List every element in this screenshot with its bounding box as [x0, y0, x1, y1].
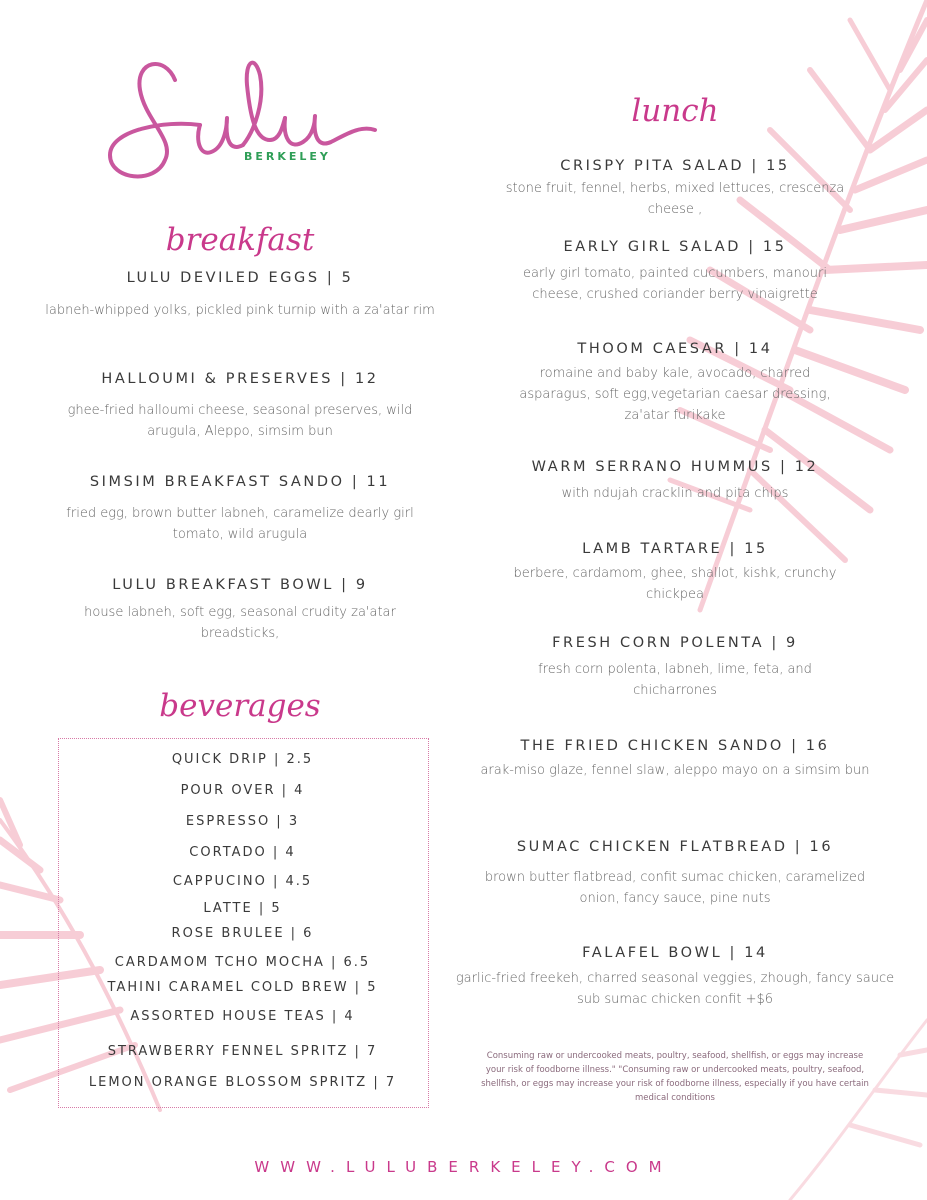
lunch-item-desc: brown butter flatbread, confit sumac chicken, caramelized onion, fancy sauce, pine nuts	[484, 870, 866, 906]
beverage-item: CORTADO | 4	[189, 845, 296, 860]
lunch-item-desc: early girl tomato, painted cucumbers, manouri cheese, crushed coriander berry vinaigrette	[523, 266, 827, 302]
beverage-item: LATTE | 5	[203, 901, 282, 916]
beverage-item: ASSORTED HOUSE TEAS | 4	[130, 1009, 355, 1024]
lunch-item-title: FRESH CORN POLENTA | 9	[552, 635, 798, 651]
website-url: WWW.LULUBERKELEY.COM	[254, 1158, 673, 1176]
lunch-item-desc: fresh corn polenta, labneh, lime, feta, and chicharrones	[538, 662, 812, 698]
breakfast-item-title: SIMSIM BREAKFAST SANDO | 11	[89, 474, 391, 490]
food-safety-disclaimer: Consuming raw or undercooked meats, poultry, seafood, shellfish, or eggs may increase your risk of foodborne illness." "Consuming raw or undercooked meats, poultry, seafood, shellfish, or eggs may increase your risk of foodborne illness, especially if you have certain medical conditions	[481, 1051, 869, 1103]
beverage-item: POUR OVER | 4	[180, 783, 305, 798]
beverage-item: ROSE BRULEE | 6	[171, 926, 314, 941]
lunch-item-desc: stone fruit, fennel, herbs, mixed lettuces, crescenza cheese ,	[505, 181, 845, 217]
beverages-heading: beverages	[159, 688, 321, 724]
lunch-heading: lunch	[631, 93, 719, 129]
lunch-item-desc: arak-miso glaze, fennel slaw, aleppo mayo on a simsim bun	[480, 763, 870, 778]
beverage-item: LEMON ORANGE BLOSSOM SPRITZ | 7	[88, 1075, 397, 1090]
lunch-item-desc: romaine and baby kale, avocado, charred asparagus, soft egg,vegetarian caesar dressing, za'atar furikake	[519, 366, 831, 423]
lunch-item-extra: sub sumac chicken confit +$6	[576, 992, 774, 1007]
lunch-item-title: WARM SERRANO HUMMUS | 12	[531, 459, 819, 475]
lunch-item-title: THE FRIED CHICKEN SANDO | 16	[520, 738, 830, 754]
logo-subtitle: BERKELEY	[244, 150, 331, 163]
lunch-item-desc: berbere, cardamom, ghee, shallot, kishk, crunchy chickpea	[513, 566, 837, 602]
breakfast-item-title: LULU BREAKFAST BOWL | 9	[112, 577, 368, 593]
breakfast-item-desc: house labneh, soft egg, seasonal crudity za'atar breadsticks,	[84, 605, 396, 641]
lunch-item-desc: with ndujah cracklin and pita chips	[561, 486, 789, 501]
lunch-item-title: EARLY GIRL SALAD | 15	[563, 239, 787, 255]
beverage-item: ESPRESSO | 3	[185, 814, 300, 829]
beverage-item: QUICK DRIP | 2.5	[171, 752, 314, 767]
breakfast-heading: breakfast	[165, 222, 315, 258]
beverage-item: STRAWBERRY FENNEL SPRITZ | 7	[107, 1044, 378, 1059]
breakfast-item-title: HALLOUMI & PRESERVES | 12	[101, 371, 379, 387]
breakfast-item-desc: ghee-fried halloumi cheese, seasonal preserves, wild arugula, Aleppo, simsim bun	[67, 403, 413, 439]
breakfast-item-title: LULU DEVILED EGGS | 5	[126, 270, 354, 286]
lunch-item-title: FALAFEL BOWL | 14	[582, 945, 768, 961]
lunch-item-title: THOOM CAESAR | 14	[577, 341, 773, 357]
beverage-item: CAPPUCINO | 4.5	[172, 874, 313, 889]
beverage-item: CARDAMOM TCHO MOCHA | 6.5	[114, 955, 371, 970]
beverage-item: TAHINI CARAMEL COLD BREW | 5	[107, 980, 378, 995]
lunch-item-title: CRISPY PITA SALAD | 15	[560, 158, 790, 174]
breakfast-item-desc: labneh-whipped yolks, pickled pink turnip with a za'atar rim	[45, 303, 435, 318]
lunch-item-title: LAMB TARTARE | 15	[582, 541, 768, 557]
lunch-item-title: SUMAC CHICKEN FLATBREAD | 16	[516, 839, 834, 855]
lulu-logo-script	[105, 40, 385, 200]
breakfast-item-desc: fried egg, brown butter labneh, caramelize dearly girl tomato, wild arugula	[66, 506, 414, 542]
lunch-item-desc: garlic-fried freekeh, charred seasonal veggies, zhough, fancy sauce	[455, 971, 895, 986]
